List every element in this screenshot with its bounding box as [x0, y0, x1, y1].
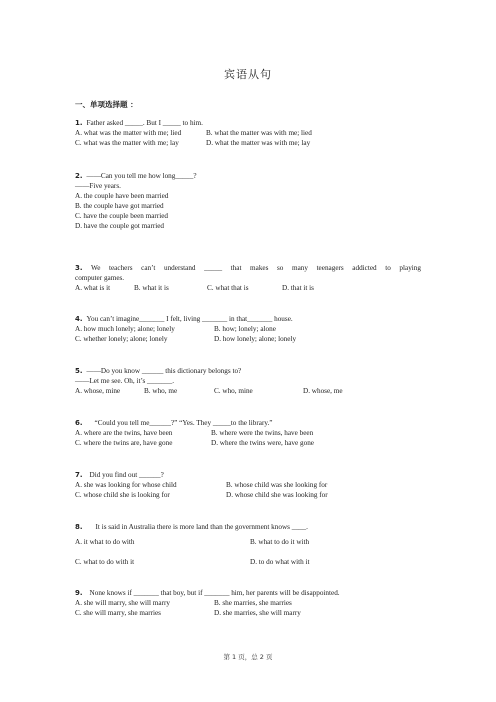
option-a: A. what is it — [75, 284, 111, 292]
question-number: 7. — [75, 471, 83, 479]
question-stem: None knows if _______ that boy, but if _______ him, her parents will be disappointed. — [89, 589, 340, 597]
option-c: C. what to do with it — [75, 558, 135, 566]
question-number: 1. — [75, 119, 83, 127]
question-stem: You can’t imagine_______ I felt, living _______ in that_______ house. — [86, 315, 293, 323]
question-number: 6. — [75, 419, 83, 427]
question-stem: We teachers can’t understand _____ that makes so many teenagers addicted to playing — [91, 264, 421, 272]
option-c: C. what that is — [207, 284, 249, 292]
option-b: B. she marries, she marries — [214, 599, 292, 607]
option-d: D. whose child she was looking for — [226, 491, 328, 499]
option-b: B. what to do it with — [250, 538, 310, 546]
question-2 — [75, 171, 421, 231]
option-a: A. whose, mine — [75, 387, 121, 395]
option-c: C. whose child she is looking for — [75, 491, 170, 499]
option-d: D. what the matter was with me; lay — [206, 139, 311, 147]
option-b: B. how; lonely; alone — [214, 325, 276, 333]
option-d: D. how lonely; alone; lonely — [214, 335, 297, 343]
question-7 — [75, 470, 421, 500]
option-d: D. have the couple got married — [75, 222, 165, 230]
option-a: A. she will marry, she will marry — [75, 599, 170, 607]
option-d: D. whose, me — [303, 387, 343, 395]
question-number: 5. — [75, 367, 83, 375]
question-5 — [75, 366, 421, 396]
question-stem: ——Do you know ______ this dictionary belongs to? — [86, 367, 242, 375]
option-b: B. the couple have got married — [75, 202, 164, 210]
option-a: A. she was looking for whose child — [75, 481, 177, 489]
question-sub: ——Five years. — [75, 182, 121, 190]
question-9 — [75, 588, 421, 618]
question-sub: ——Let me see. Oh, it’s _______. — [75, 377, 175, 385]
question-3 — [75, 263, 421, 293]
question-number: 8. — [75, 523, 83, 531]
option-b: B. what it is — [134, 284, 169, 292]
option-c: C. who, mine — [214, 387, 253, 395]
question-8 — [75, 522, 421, 567]
option-c: C. whether lonely; alone; lonely — [75, 335, 168, 343]
question-stem: ——Can you tell me how long_____? — [86, 172, 197, 180]
option-c: C. she will marry, she marries — [75, 609, 161, 617]
option-b: B. where were the twins, have been — [211, 429, 314, 437]
option-d: D. she marries, she will marry — [214, 609, 301, 617]
option-a: A. it what to do with — [75, 538, 135, 546]
question-number: 4. — [75, 315, 83, 323]
page-footer: 第 1 页，总 2 页 — [223, 653, 273, 661]
question-number: 3. — [75, 264, 83, 272]
option-c: C. have the couple been married — [75, 212, 168, 220]
question-stem: Father asked _____. But I _____ to him. — [86, 119, 203, 127]
question-stem: Did you find out ______? — [89, 471, 164, 479]
question-4 — [75, 314, 421, 344]
question-6 — [75, 418, 421, 448]
option-a: A. the couple have been married — [75, 192, 169, 200]
option-d: D. that it is — [282, 284, 314, 292]
question-1 — [75, 118, 421, 148]
section-heading: 一、单项选择题 ： — [75, 100, 138, 109]
option-b: B. whose child was she looking for — [226, 481, 328, 489]
option-c: C. where the twins are, have gone — [75, 439, 173, 447]
option-c: C. what was the matter with me; lay — [75, 139, 179, 147]
option-d: D. where the twins were, have gone — [211, 439, 314, 447]
question-stem: It is said in Australia there is more land than the government knows ____. — [95, 523, 308, 531]
option-a: A. what was the matter with me; lied — [75, 129, 182, 137]
option-b: B. who, me — [144, 387, 178, 395]
question-stem: “Could you tell me______?” “Yes. They _____to the library.” — [94, 419, 273, 427]
option-a: A. where are the twins, have been — [75, 429, 173, 437]
question-number: 2. — [75, 172, 83, 180]
document-title: 宾语从句 — [224, 68, 272, 81]
option-a: A. how much lonely; alone; lonely — [75, 325, 175, 333]
question-stem-continued: computer games. — [75, 274, 125, 282]
option-d: D. to do what with it — [250, 558, 310, 566]
question-number: 9. — [75, 589, 83, 597]
option-b: B. what the matter was with me; lied — [206, 129, 312, 137]
